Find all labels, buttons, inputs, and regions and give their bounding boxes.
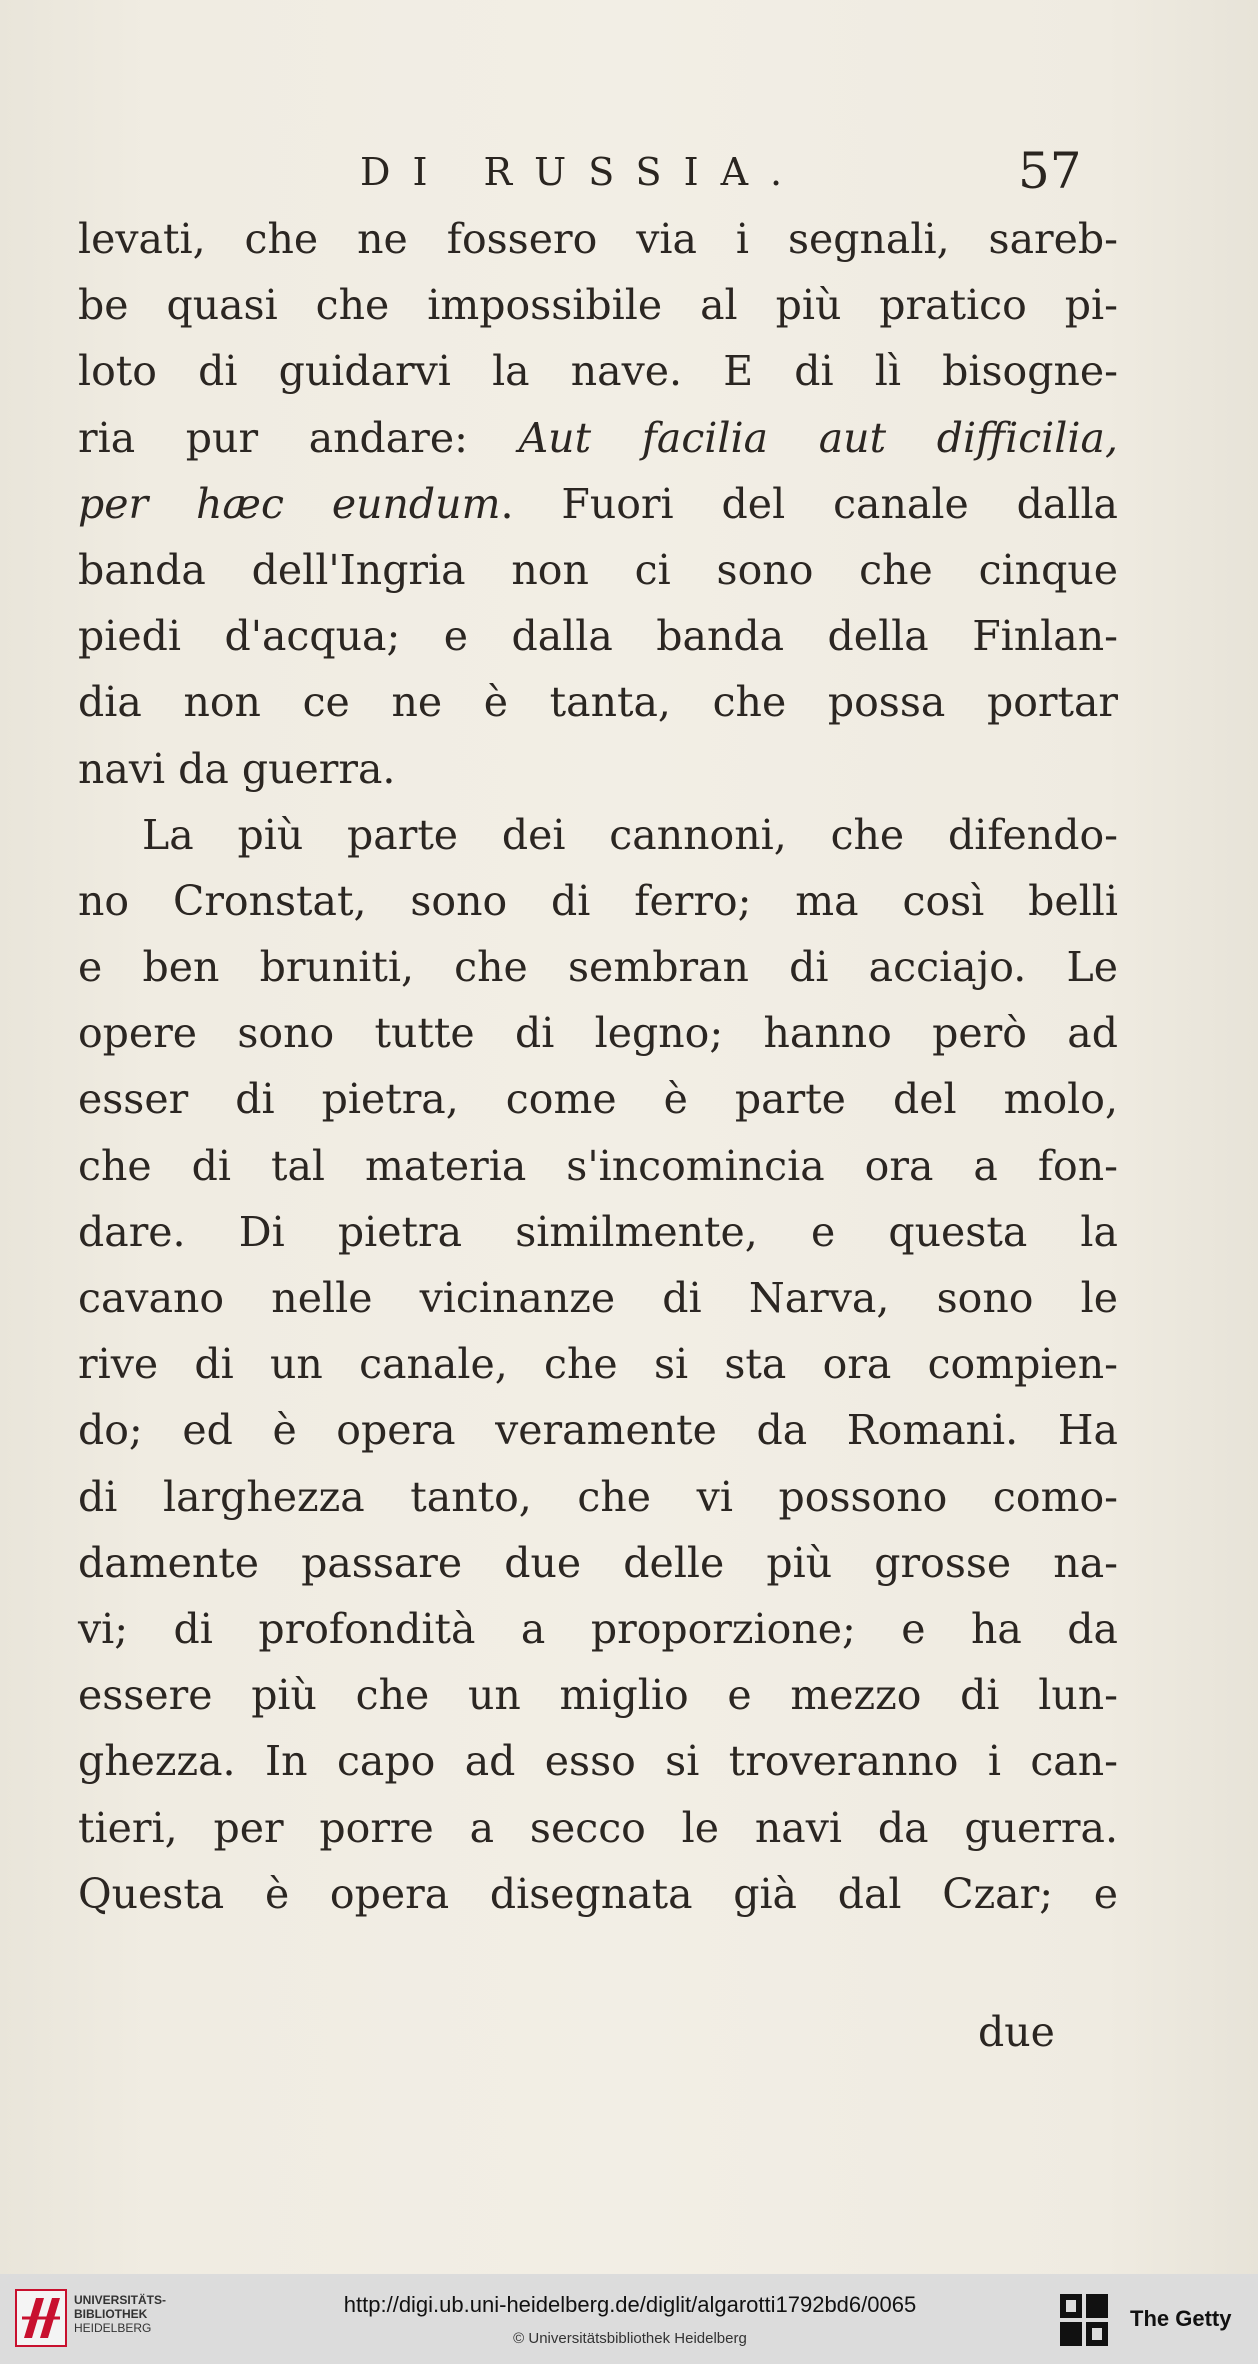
- page-number: 57: [1018, 142, 1082, 200]
- page-header: [0, 142, 1258, 202]
- body-text: [78, 206, 1118, 1927]
- copyright-notice: © Universitätsbibliothek Heidelberg: [513, 2330, 747, 2347]
- text-run: . Fuori del canale dalla: [500, 479, 1119, 528]
- catchword: due: [978, 2008, 1055, 2056]
- text-line: no Cronstat, sono di ferro; ma così belli: [78, 876, 1118, 925]
- text-line: dia non ce ne è tanta, che possa portar: [78, 678, 1118, 727]
- text-line: esser di pietra, come è parte del molo,: [78, 1075, 1118, 1124]
- footer-bar: [0, 2274, 1258, 2364]
- text-line: be quasi che impossibile al più pratico pi-: [78, 281, 1118, 330]
- text-line: opere sono tutte di legno; hanno però ad: [78, 1009, 1118, 1058]
- text-line: Questa è opera disegnata già dal Czar; e: [78, 1869, 1118, 1918]
- getty-label: The Getty: [1130, 2306, 1232, 2331]
- text-line: navi da guerra.: [78, 744, 396, 793]
- text-line: rive di un canale, che si sta ora compien-: [78, 1340, 1118, 1389]
- text-line: piedi d'acqua; e dalla banda della Finlan-: [78, 612, 1118, 661]
- text-line: banda dell'Ingria non ci sono che cinque: [78, 545, 1118, 594]
- text-line: dare. Di pietra similmente, e questa la: [78, 1207, 1118, 1256]
- text-line: che di tal materia s'incomincia ora a fon-: [78, 1141, 1118, 1190]
- text-line: essere più che un miglio e mezzo di lun-: [78, 1671, 1118, 1720]
- text-line: cavano nelle vicinanze di Narva, sono le: [78, 1274, 1118, 1322]
- library-name-line2: BIBLIOTHEK: [74, 2307, 148, 2321]
- text-line: [78, 471, 1118, 537]
- text-line: damente passare due delle più grosse na-: [78, 1538, 1118, 1587]
- text-line: di larghezza tanto, che vi possono como-: [78, 1472, 1118, 1521]
- text-line: tieri, per porre a secco le navi da guerra.: [78, 1803, 1118, 1852]
- text-line: loto di guidarvi la nave. E di lì bisogne-: [78, 347, 1118, 396]
- italic-latin-phrase: Aut facilia aut difficilia,: [518, 413, 1118, 462]
- text-line: e ben bruniti, che sembran di acciajo. Le: [78, 943, 1118, 992]
- running-title: DI RUSSIA.: [360, 150, 805, 194]
- university-library-logo-icon: [14, 2288, 68, 2348]
- library-name: [74, 2293, 166, 2335]
- source-url-link[interactable]: http://digi.ub.uni-heidelberg.de/diglit/algarotti1792bd6/0065: [343, 2292, 917, 2317]
- text-line: [78, 405, 1118, 471]
- library-name-line3: HEIDELBERG: [74, 2321, 152, 2335]
- text-line: do; ed è opera veramente da Romani. Ha: [78, 1406, 1118, 1455]
- italic-latin-phrase: per hæc eundum: [78, 479, 501, 528]
- text-run: ria pur andare:: [78, 413, 519, 462]
- text-line: levati, che ne fossero via i segnali, sareb-: [78, 215, 1118, 263]
- getty-logo-icon: [1058, 2292, 1112, 2348]
- text-line: vi; di profondità a proporzione; e ha da: [78, 1604, 1118, 1653]
- text-line: ghezza. In capo ad esso si troveranno i can-: [78, 1737, 1118, 1786]
- library-name-line1: UNIVERSITÄTS-: [74, 2293, 167, 2307]
- text-line: La più parte dei cannoni, che difendo-: [142, 810, 1118, 859]
